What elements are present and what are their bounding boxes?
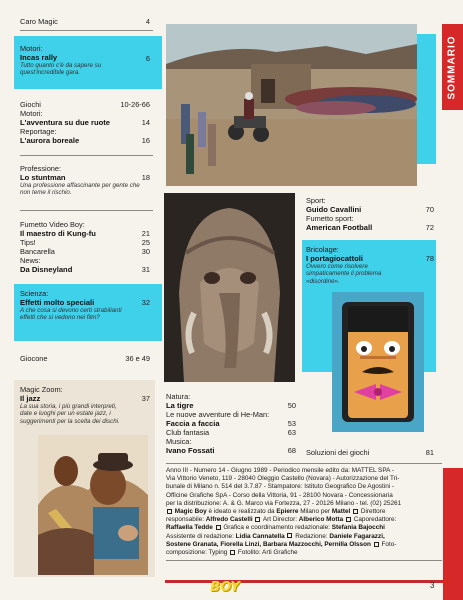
sommario-label: SOMMARIO bbox=[447, 34, 459, 100]
he-man-page: 53 bbox=[287, 419, 296, 428]
motori2-page: 14 bbox=[141, 118, 150, 127]
section-title: I portagiocattoli bbox=[306, 254, 363, 263]
credits-text: Assistente di redazione: bbox=[166, 532, 234, 540]
credits-line bbox=[166, 533, 442, 541]
divider bbox=[20, 210, 153, 211]
reportage-label: Reportage: bbox=[20, 127, 57, 136]
credits-name: Alberico Motta bbox=[298, 516, 344, 524]
credits-name: Lidia Cannatella bbox=[235, 532, 285, 540]
tips-label: Tips! bbox=[20, 238, 36, 247]
section-label: Motori: bbox=[20, 44, 43, 53]
section-label: Magic Zoom: bbox=[20, 385, 63, 394]
credits-text: Milano per bbox=[300, 508, 331, 516]
credits-name: Alfredo Castelli bbox=[205, 516, 253, 524]
page-number: 3 bbox=[430, 581, 435, 590]
bancarella-label: Bancarella bbox=[20, 247, 55, 256]
fumetto-sport-label: Fumetto sport: bbox=[306, 214, 354, 223]
bancarella-page: 30 bbox=[141, 247, 150, 256]
scienza-section bbox=[20, 289, 130, 322]
portagiocattoli-photo bbox=[332, 292, 424, 432]
fumetto-title: Il maestro di Kung-fu bbox=[20, 229, 96, 238]
magic-zoom-page: 37 bbox=[141, 394, 150, 403]
natura-label: Natura: bbox=[166, 392, 191, 401]
credits-name: Raffaella Tedde bbox=[166, 524, 213, 532]
magic-zoom-section bbox=[20, 385, 130, 425]
news-page: 31 bbox=[141, 265, 150, 274]
credits-text: composizione: Typing bbox=[166, 549, 228, 557]
divider bbox=[20, 155, 153, 156]
giochi-page: 10-26-66 bbox=[120, 100, 150, 109]
credits-text: Foto- bbox=[381, 540, 397, 548]
credits-block bbox=[166, 463, 442, 561]
section-title: Effetti molto speciali bbox=[20, 298, 95, 307]
natura-page: 50 bbox=[287, 401, 296, 410]
fumetto-sport-title: American Football bbox=[306, 223, 373, 232]
credits-text: Redazione: bbox=[295, 532, 328, 540]
musica-title: Ivano Fossati bbox=[166, 446, 215, 455]
section-title: Lo stuntman bbox=[20, 173, 66, 182]
credits-line bbox=[166, 516, 442, 524]
section-label: Scienza: bbox=[20, 289, 49, 298]
sport-label: Sport: bbox=[306, 196, 326, 205]
credits-text: Direttore bbox=[360, 508, 386, 516]
square-bullet-icon bbox=[374, 542, 379, 547]
section-title: Il jazz bbox=[20, 394, 41, 403]
caro-magic-page: 4 bbox=[145, 17, 150, 26]
square-bullet-icon bbox=[230, 550, 235, 555]
effetti-speciali-photo bbox=[164, 193, 295, 382]
news-label: News: bbox=[20, 256, 41, 265]
bricolage-section bbox=[306, 245, 406, 285]
fumetto-label: Fumetto Video Boy: bbox=[20, 220, 85, 229]
credits-text: Caporedattore: bbox=[353, 516, 397, 524]
giochi-label: Giochi bbox=[20, 100, 41, 109]
club-page: 63 bbox=[287, 428, 296, 437]
reportage-title: L'aurora boreale bbox=[20, 136, 80, 145]
club-label: Club fantasia bbox=[166, 428, 210, 437]
square-bullet-icon bbox=[167, 509, 172, 514]
sport-page: 70 bbox=[425, 205, 434, 214]
incas-rally-photo bbox=[166, 24, 417, 186]
he-man-title: Faccia a faccia bbox=[166, 419, 220, 428]
he-man-label: Le nuove avventure di He-Man: bbox=[166, 410, 270, 419]
section-description: Una professione affascinante per gente che non teme il rischio. bbox=[20, 182, 140, 197]
square-bullet-icon bbox=[353, 509, 358, 514]
jazz-illustration bbox=[38, 435, 148, 575]
motori2-label: Motori: bbox=[20, 109, 43, 118]
square-bullet-icon bbox=[287, 533, 292, 538]
natura-title: La tigre bbox=[166, 401, 194, 410]
giocone-label: Giocone bbox=[20, 354, 48, 363]
musica-label: Musica: bbox=[166, 437, 192, 446]
bricolage-page: 78 bbox=[425, 254, 434, 263]
fumetto-page: 21 bbox=[141, 229, 150, 238]
credits-text: responsabile: bbox=[166, 516, 205, 524]
giocone-page: 36 e 49 bbox=[125, 354, 150, 363]
soluzioni-page: 81 bbox=[425, 448, 434, 457]
credits-text: Grafica e coordinamento redazionale: bbox=[223, 524, 330, 532]
square-bullet-icon bbox=[216, 525, 221, 530]
section-description: Ovvero come risolvere simpaticamente il problema «disordine». bbox=[306, 263, 382, 285]
credits-line bbox=[166, 508, 442, 516]
section-label: Professione: bbox=[20, 164, 62, 173]
credits-line bbox=[166, 524, 442, 532]
cyan-accent-top-right bbox=[417, 34, 436, 164]
credits-line: per la distribuzione: A. & G. Marco via Fortezza, 27 - 20126 Milano - tel. (02) 25261 bbox=[166, 499, 402, 507]
credits-text: Art Director: bbox=[262, 516, 297, 524]
square-bullet-icon bbox=[346, 517, 351, 522]
footer-logo: BOY bbox=[210, 580, 240, 595]
professione-page: 18 bbox=[141, 173, 150, 182]
credits-line: Via Vittorio Veneto, 119 - 28040 Oleggio Castello (Novara) - Autorizzazione del Tri- bbox=[166, 475, 400, 483]
caro-magic-title: Caro Magic bbox=[20, 17, 58, 26]
divider bbox=[20, 30, 153, 31]
incas-rally-page: 6 bbox=[145, 54, 150, 63]
section-description: A che cosa si devono certi strabilianti effetti che si vedono nei film? bbox=[20, 307, 122, 322]
soluzioni-label: Soluzioni dei giochi bbox=[306, 448, 370, 457]
news-title: Da Disneyland bbox=[20, 265, 73, 274]
credits-mattel: Mattel bbox=[331, 508, 351, 516]
footer-red-bar-right bbox=[443, 468, 463, 600]
credits-line bbox=[166, 541, 442, 549]
credits-line: Officine Grafiche SpA - Corso della Vittoria, 91 - 28100 Novara - Concessionaria bbox=[166, 491, 393, 499]
credits-magic-boy: Magic Boy bbox=[174, 508, 207, 516]
credits-text: è ideato e realizzato da bbox=[208, 508, 275, 516]
credits-epierre: Epierre bbox=[276, 508, 299, 516]
section-description: La sua storia, i più grandi interpreti, date e luoghi per un estate jazz, i suggerimenti per la scelta dei dischi. bbox=[20, 403, 120, 425]
credits-name: Stefania Bajocchi bbox=[331, 524, 385, 532]
credits-text: Fotolito: Arti Grafiche bbox=[237, 549, 298, 557]
musica-page: 68 bbox=[287, 446, 296, 455]
scienza-page: 32 bbox=[141, 298, 150, 307]
credits-line: bunale di Milano n. 514 del 3.7.87 - Stampatore: Istituto Geografico De Agostini - bbox=[166, 483, 395, 491]
section-title: Incas rally bbox=[20, 53, 58, 62]
square-bullet-icon bbox=[255, 517, 260, 522]
section-label: Bricolage: bbox=[306, 245, 339, 254]
motori2-title: L'avventura su due ruote bbox=[20, 118, 110, 127]
sommario-tab bbox=[442, 24, 463, 110]
sport-title: Guido Cavallini bbox=[306, 205, 362, 214]
reportage-page: 16 bbox=[141, 136, 150, 145]
tips-page: 25 bbox=[141, 238, 150, 247]
fumetto-sport-page: 72 bbox=[425, 223, 434, 232]
section-description: Tutto quanto c'è da sapere su quest'incredibile gara. bbox=[20, 62, 102, 77]
credits-line: Anno III - Numero 14 - Giugno 1989 - Periodico mensile edito da: MATTEL SPA - bbox=[166, 467, 394, 474]
credits-name: Sostene Granata, Fiorella Linzi, Barbara Mazzocchi, Pernilla Olsson bbox=[166, 540, 371, 548]
credits-line bbox=[166, 549, 442, 557]
credits-name: Daniele Fagarazzi, bbox=[329, 532, 385, 540]
